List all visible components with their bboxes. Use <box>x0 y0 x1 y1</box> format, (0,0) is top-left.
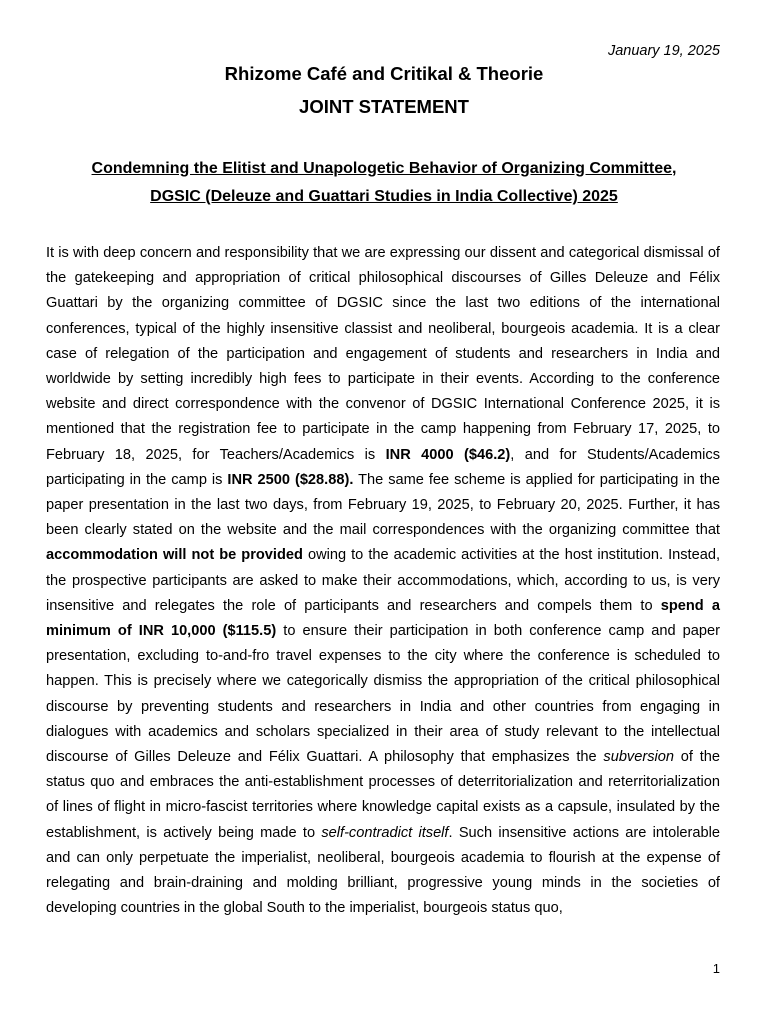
body-text-segment: . Such insensitive actions are intolerable and can only perpetuate the imperialist, neoliberal, bourgeois academia to flourish at the expense of relegating and brain-draining and molding brilliant, progressive young minds in the societies of developing countries in the global South to the imperialist, bourgeois status quo, <box>46 824 720 917</box>
statement-headline <box>40 155 728 211</box>
teacher-fee-highlight: INR 4000 ($46.2) <box>385 446 511 463</box>
body-text-segment: The same fee scheme is applied for participating in the paper presentation in the last two days, from February 19, 2025, to February 20, 2025. Further, it has been clearly stated on the website and the mail correspondences with the organizing committee that <box>46 471 720 539</box>
student-fee-highlight: INR 2500 ($28.88). <box>227 471 354 488</box>
body-text-segment: owing to the academic activities at the host institution. Instead, the prospective participants are asked to make their accommodations, which, according to us, is very insensitive and relegates the role of participants and researchers and compels them to <box>46 547 720 614</box>
statement-body <box>46 241 720 921</box>
body-text-segment: of the status quo and embraces the anti-establishment processes of deterritorialization and reterritorialization of lines of flight in micro-fascist territories where knowledge capital exists as a capsule, insulated by the establishment, is actively being made to <box>46 749 720 841</box>
self-contradict-emphasis: self-contradict itself <box>321 824 449 841</box>
minimum-spend-highlight: spend a minimum of INR 10,000 ($115.5) <box>46 597 720 640</box>
organization-title: Rhizome Café and Critikal & Theorie <box>224 63 544 84</box>
body-text-segment: to ensure their participation in both conference camp and paper presentation, excluding to-and-fro travel expenses to the city where the conference is scheduled to happen. This is precisely where we categorically dismiss the appropriation of the critical philosophical discourse by preventing students and researchers in India and other countries from engaging in dialogues with academics and scholars specialized in their area of study relevant to the intellectual discourse of Gilles Deleuze and Félix Guattari. A philosophy that emphasizes the <box>46 623 720 766</box>
body-text-segment: It is with deep concern and responsibility that we are expressing our dissent and categorical dismissal of the gatekeeping and appropriation of critical philosophical discourses of Gilles Deleuze and Félix Guattari by the organizing committee of DGSIC since the last two editions of the international conferences, typical of the highly insensitive classist and neoliberal, bourgeois academia. It is a clear case of relegation of the participation and engagement of students and researchers in India and worldwide by setting incredibly high fees to participate in their events. According to the conference website and direct correspondence with the convenor of DGSIC International Conference 2025, it is mentioned that the registration fee to participate in the camp happening from February 17, 2025, to February 18, 2025, for Teachers/Academics is <box>46 245 720 463</box>
document-date: January 19, 2025 <box>607 43 720 59</box>
accommodation-highlight: accommodation will not be provided <box>46 547 303 564</box>
statement-label: JOINT STATEMENT <box>299 96 469 117</box>
subversion-emphasis: subversion <box>603 749 674 766</box>
headline-line-2: DGSIC (Deleuze and Guattari Studies in India Collective) 2025 <box>150 188 618 205</box>
headline-line-1: Condemning the Elitist and Unapologetic Behavior of Organizing Committee, <box>91 160 677 177</box>
page-number: 1 <box>712 961 720 976</box>
body-text-segment: , and for Students/Academics participating in the camp is <box>46 446 720 488</box>
